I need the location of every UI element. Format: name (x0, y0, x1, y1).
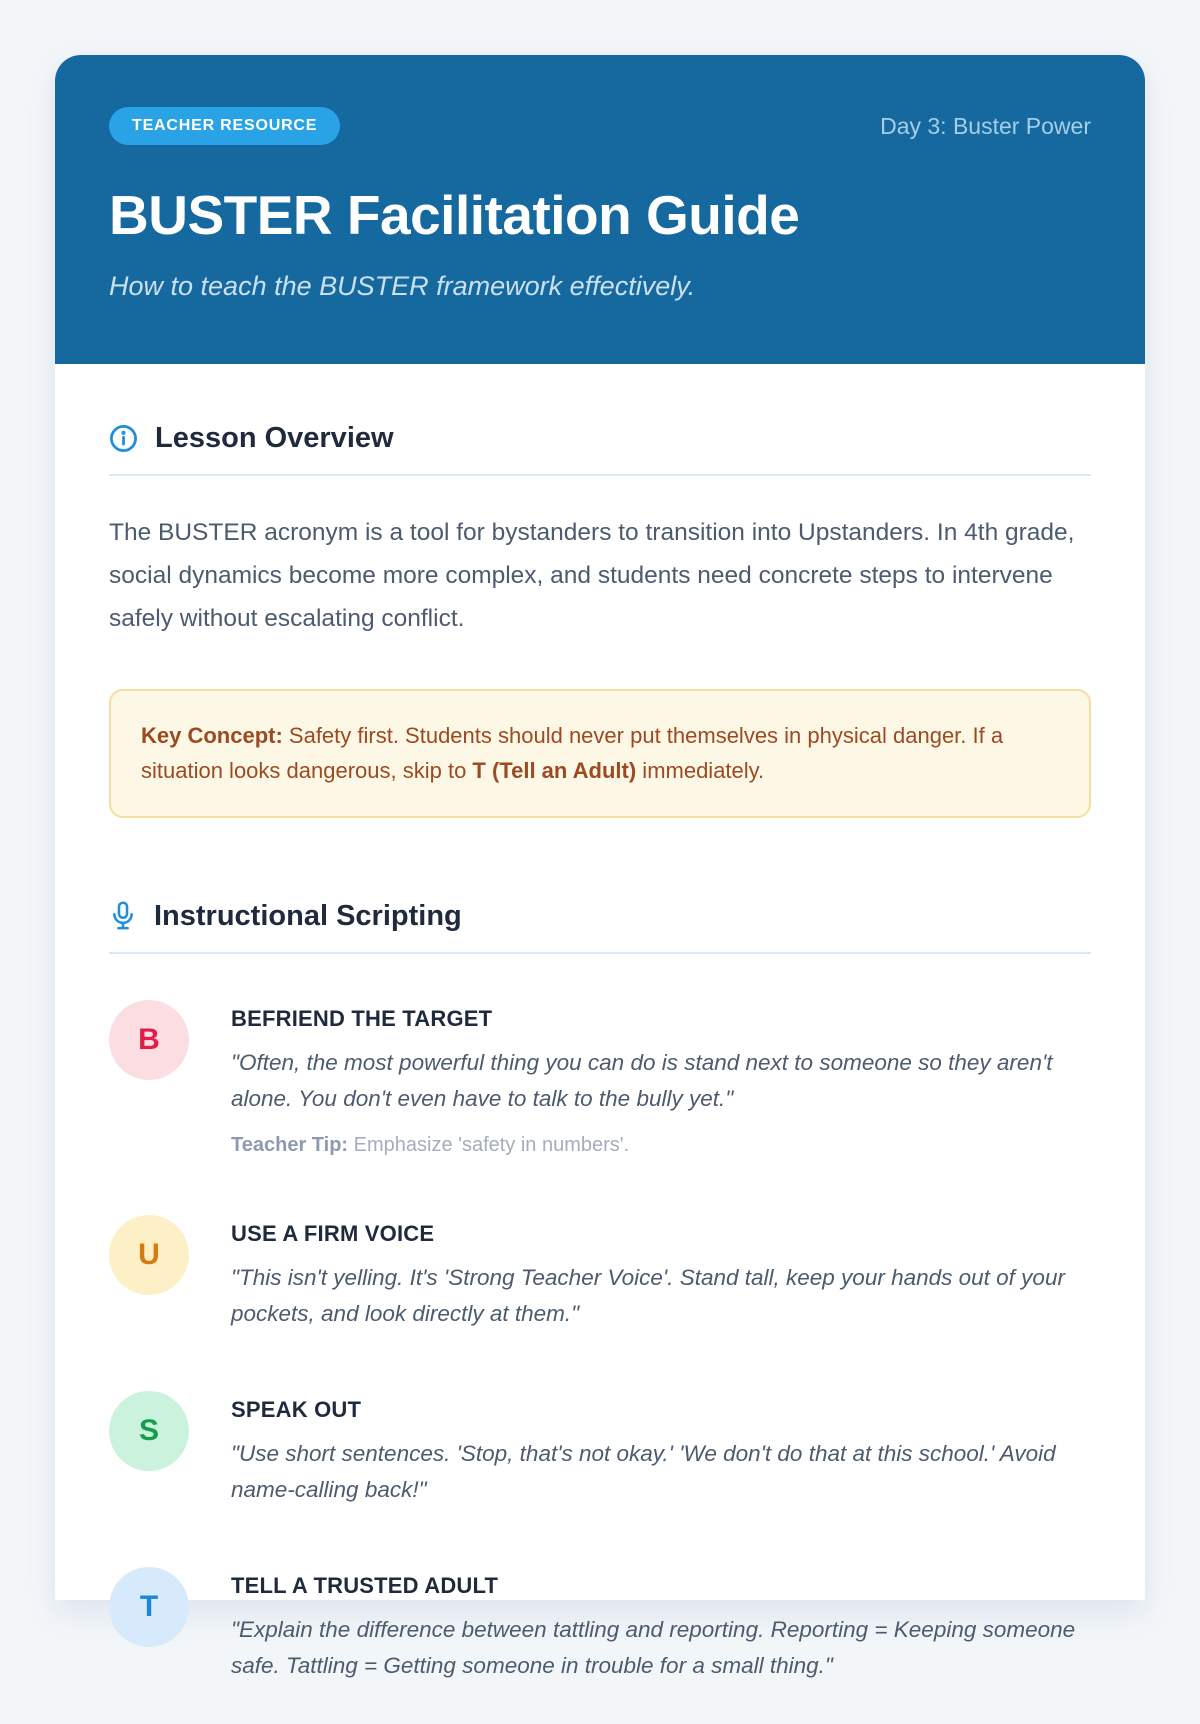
letter-badge-s: S (109, 1391, 189, 1471)
item-body (231, 1391, 1091, 1509)
teacher-tip (231, 1134, 1091, 1157)
day-label: Day 3: Buster Power (880, 112, 1091, 139)
item-body (231, 1215, 1091, 1333)
item-title: TELL A TRUSTED ADULT (231, 1572, 499, 1598)
item-title: BEFRIEND THE TARGET (231, 1005, 493, 1031)
item-title: SPEAK OUT (231, 1396, 362, 1422)
page-title: BUSTER Facilitation Guide (109, 184, 800, 246)
scripting-item-voice (109, 1215, 1091, 1333)
scripting-item-befriend (109, 1000, 1091, 1157)
page-content (55, 364, 1145, 1724)
scripting-item-list (109, 1000, 1091, 1685)
section-divider (109, 952, 1091, 954)
letter-badge-t: T (109, 1567, 189, 1647)
item-body (231, 1567, 1091, 1685)
teacher-resource-badge: TEACHER RESOURCE (109, 107, 340, 145)
item-quote: "Often, the most powerful thing you can do is stand next to someone so they aren't alone. You don't even have to talk to the bully yet." (231, 1049, 1053, 1112)
scripting-item-tell (109, 1567, 1091, 1685)
section-divider (109, 474, 1091, 476)
letter-badge-b: B (109, 1000, 189, 1080)
page-subtitle: How to teach the BUSTER framework effectively. (109, 271, 696, 301)
key-concept-bold: T (Tell an Adult) (472, 758, 637, 784)
scripting-item-speak (109, 1391, 1091, 1509)
overview-paragraph: The BUSTER acronym is a tool for bystanders to transition into Upstanders. In 4th grade, social dynamics become more complex, and students need concrete steps to intervene safely without escalating conflict. (109, 519, 1075, 632)
item-quote: "Use short sentences. 'Stop, that's not okay.' 'We don't do that at this school.' Avoid name-calling back!" (231, 1440, 1056, 1503)
microphone-icon (109, 901, 137, 931)
lesson-overview-heading-label: Lesson Overview (155, 422, 394, 454)
item-body (231, 1000, 1091, 1157)
item-title: USE A FIRM VOICE (231, 1220, 435, 1246)
item-quote: "Explain the difference between tattling and reporting. Reporting = Keeping someone safe. Tattling = Getting someone in trouble for a small thing." (231, 1616, 1076, 1678)
instructional-scripting-heading-label: Instructional Scripting (154, 899, 462, 932)
header-banner (55, 55, 1145, 364)
key-concept-label: Key Concept: (141, 722, 283, 748)
header-top-row (109, 107, 1091, 145)
lesson-overview-heading (109, 422, 1091, 455)
key-concept-callout (109, 689, 1091, 818)
key-concept-text-2: immediately. (636, 758, 765, 784)
resource-card (55, 55, 1145, 1678)
instructional-scripting-heading (109, 900, 1091, 933)
key-concept-text-1: Safety first. Students should never put themselves in physical danger. If a situation looks dangerous, skip to (141, 722, 1004, 784)
item-quote: "This isn't yelling. It's 'Strong Teacher Voice'. Stand tall, keep your hands out of your pockets, and look directly at them." (231, 1264, 1065, 1327)
letter-badge-u: U (109, 1215, 189, 1295)
info-icon (109, 424, 138, 453)
teacher-tip-label: Teacher Tip: (231, 1133, 349, 1156)
teacher-tip-text: Emphasize 'safety in numbers'. (348, 1133, 630, 1156)
